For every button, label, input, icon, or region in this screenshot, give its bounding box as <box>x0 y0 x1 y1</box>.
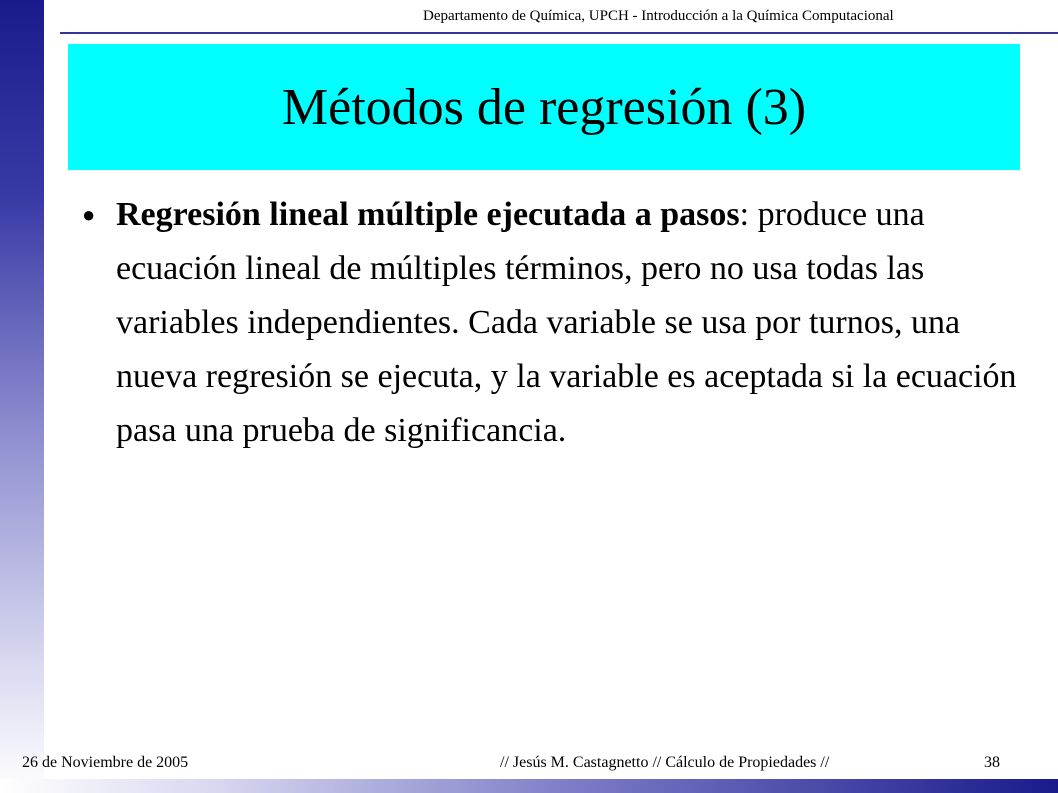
slide-content <box>82 188 1017 458</box>
title-box <box>68 44 1020 170</box>
left-gradient-bar <box>0 0 44 793</box>
bottom-gradient-bar <box>0 779 1058 793</box>
bullet-item <box>82 188 1017 458</box>
page-number: 38 <box>984 754 1000 771</box>
footer-date: 26 de Noviembre de 2005 <box>22 754 189 771</box>
bullet-text <box>116 188 1017 458</box>
bullet-icon: ● <box>82 202 96 227</box>
footer-author: // Jesús M. Castagnetto // Cálculo de Propiedades // <box>500 754 830 771</box>
slide-header: Departamento de Química, UPCH - Introducción a la Química Computacional <box>423 8 894 24</box>
slide-title: Métodos de regresión (3) <box>281 78 807 136</box>
header-divider <box>60 32 1058 34</box>
bullet-term: Regresión lineal múltiple ejecutada a pasos <box>116 196 740 233</box>
bullet-description: : produce una ecuación lineal de múltiples términos, pero no usa todas las variables independientes. Cada variable se usa por turnos, una nueva regresión se ejecuta, y la variable es aceptada si la ecuación pasa una prueba de significancia. <box>116 196 1017 449</box>
